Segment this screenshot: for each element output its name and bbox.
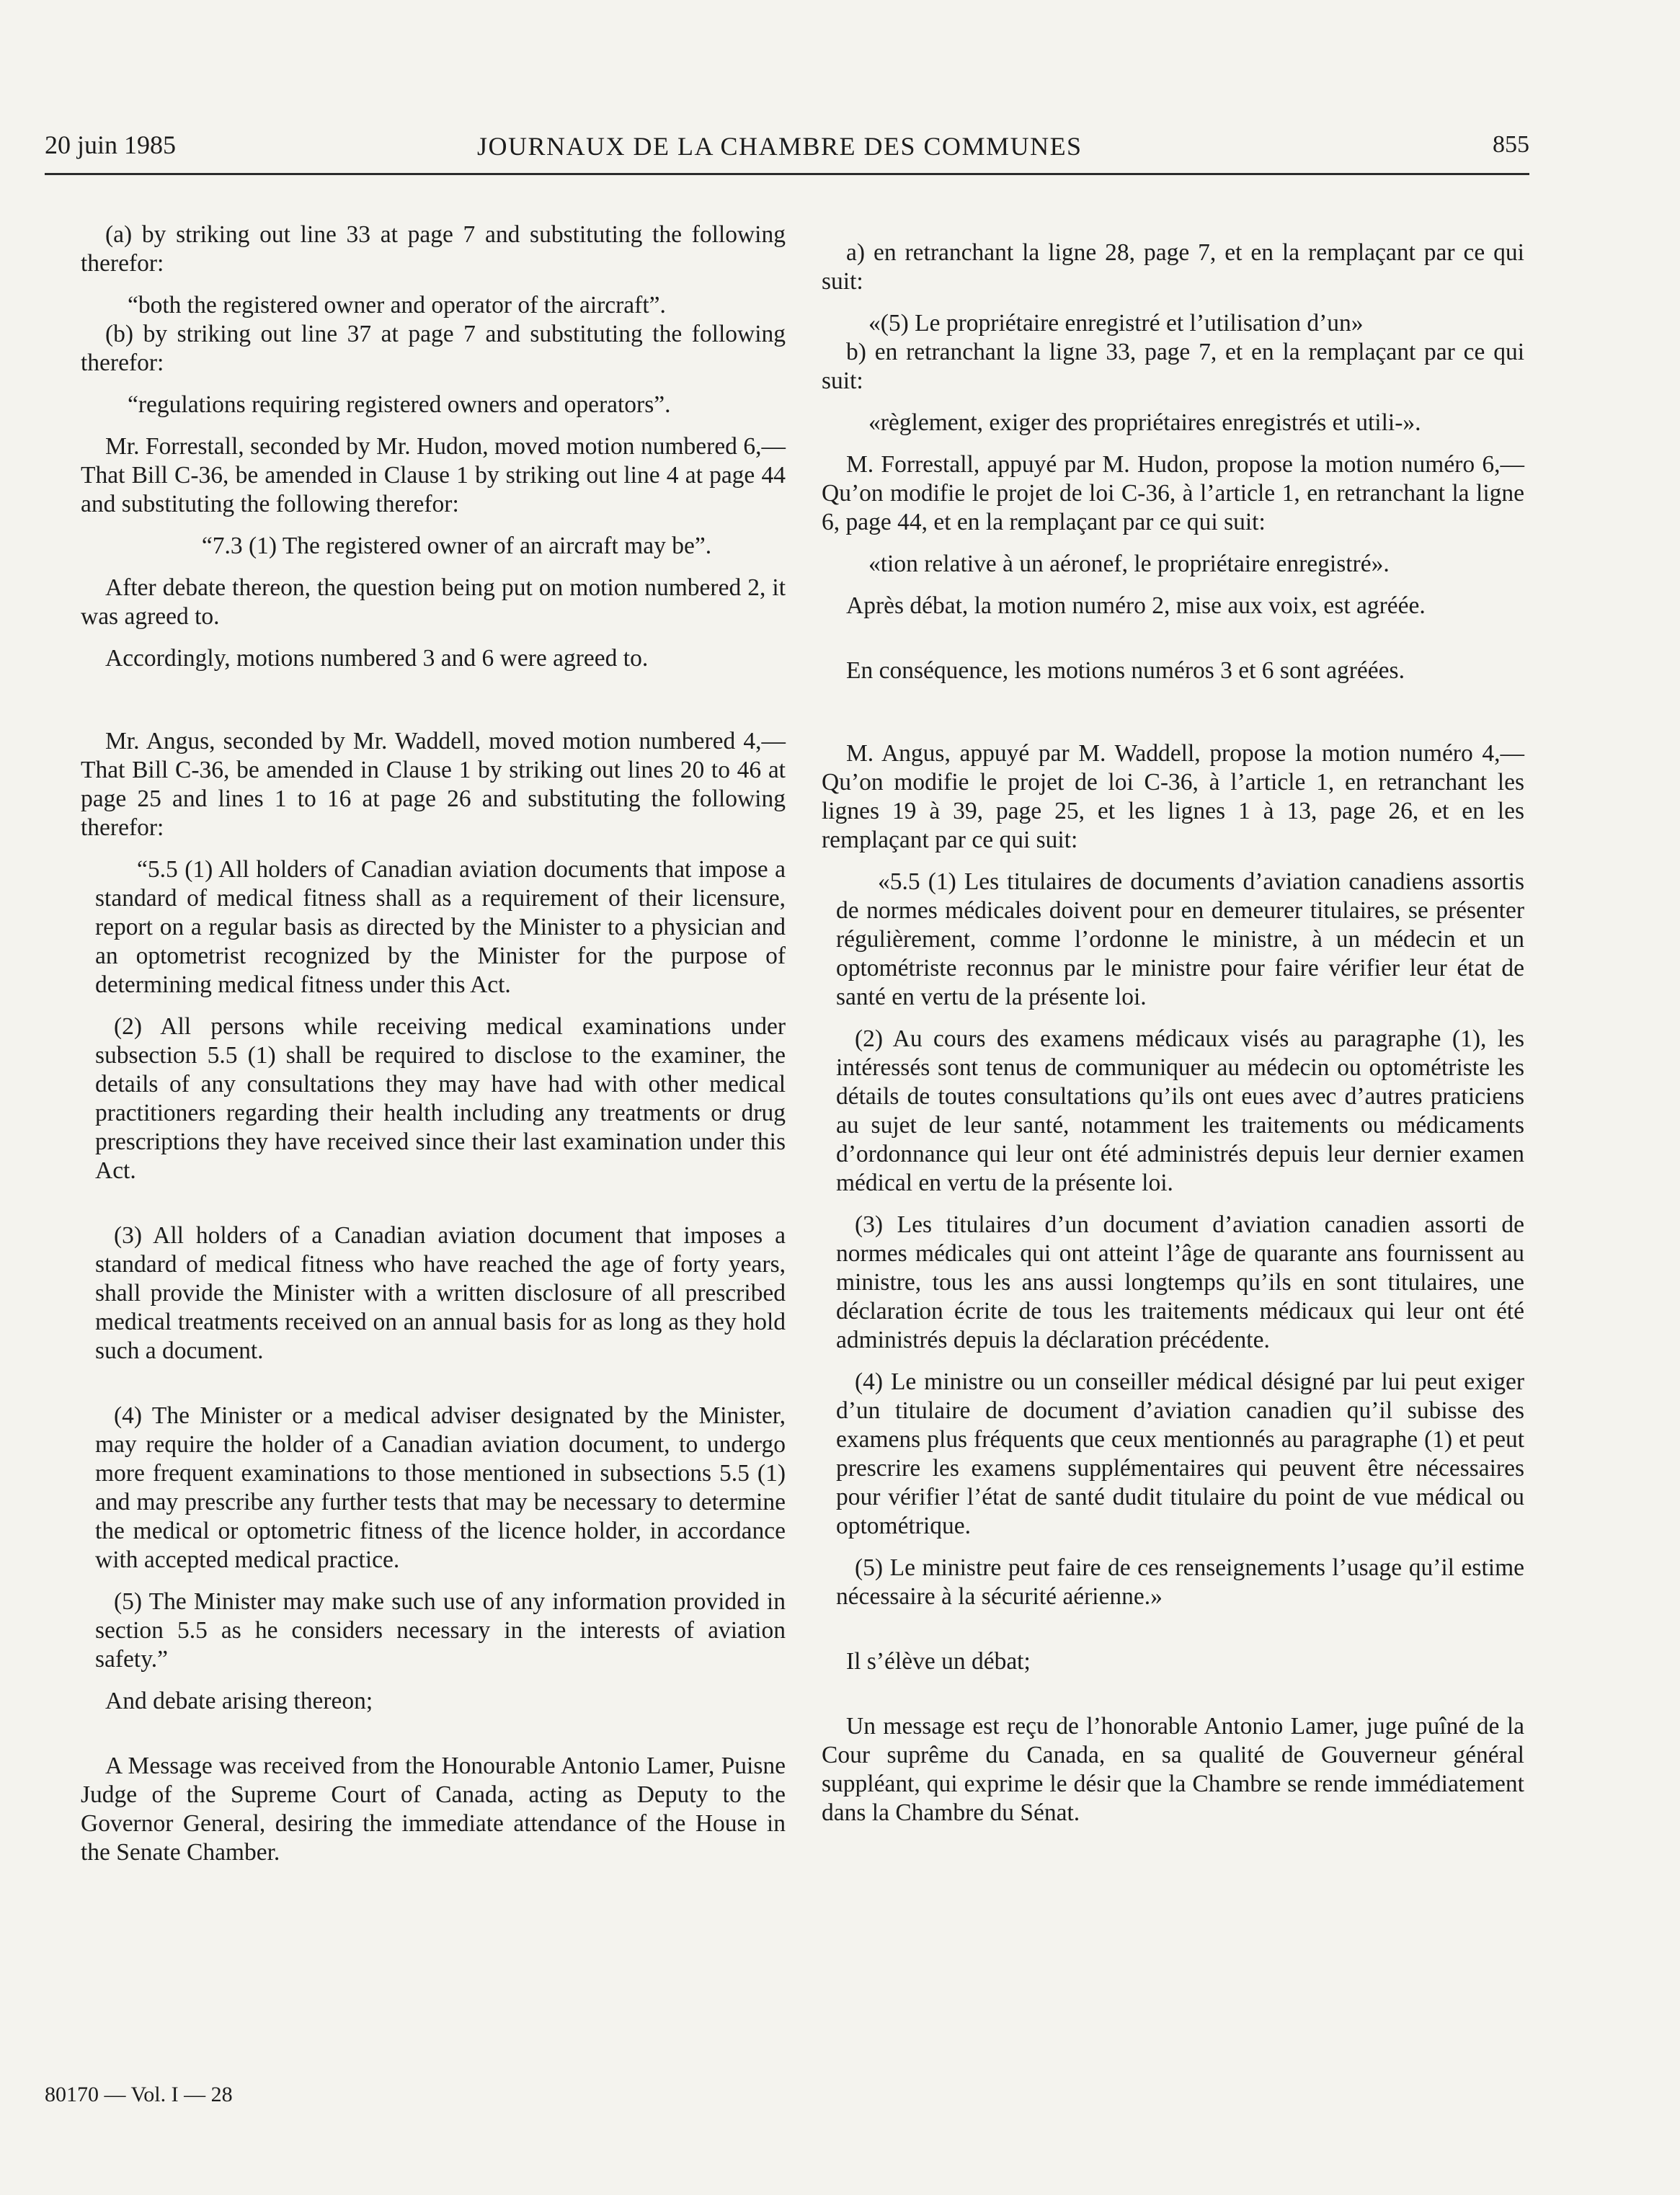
motions-agreed-paragraph: En conséquence, les motions numéros 3 et 6 sont agréées.: [846, 657, 1405, 684]
motion-6-paragraph: M. Forrestall, appuyé par M. Hudon, propose la motion numéro 6,—Qu’on modifie le projet de loi C-36, à l’article 1, en retranchant la ligne 6, page 44, et en la remplaçant par ce qui suit:: [822, 451, 1524, 535]
message-paragraph: A Message was received from the Honourable Antonio Lamer, Puisne Judge of the Supreme Court of Canada, acting as Deputy to the Governor General, desiring the immediate attendance of the House in the Senate Chamber.: [81, 1753, 786, 1866]
subsection-5: (5) Le ministre peut faire de ces renseignements l’usage qu’il estime nécessaire à la sécurité aérienne.»: [836, 1554, 1524, 1610]
page-number: 855: [1493, 131, 1529, 158]
subsection-2: (2) All persons while receiving medical examinations under subsection 5.5 (1) shall be required to disclose to the examiner, the details of any consultations they may have had with other medical practitioners regarding their health including any treatments or drug prescriptions they have received since their last examination under this Act.: [95, 1013, 786, 1184]
quoted-text: «(5) Le propriétaire enregistré et l’utilisation d’un»: [868, 310, 1364, 337]
subsection-3: (3) All holders of a Canadian aviation document that imposes a standard of medical fitness who have reached the age of forty years, shall provide the Minister with a written disclosure of all prescribed medical treatments received on an annual basis for as long as they hold such a document.: [95, 1222, 786, 1364]
page-header: [45, 130, 1529, 174]
subsection-4: (4) Le ministre ou un conseiller médical désigné par lui peut exiger d’un titulaire de document d’aviation canadien qu’il subisse des examens plus fréquents que ceux mentionnés au paragraphe (1) et peut prescrire les examens supplémentaires qui peuvent être nécessaires pour vérifier l’état de santé dudit titulaire du point de vue médical ou optométrique.: [836, 1368, 1524, 1539]
subsection-3: (3) Les titulaires d’un document d’aviation canadien assorti de normes médicales qui ont atteint l’âge de quarante ans fournissent au ministre, tous les ans aussi longtemps qu’ils en sont titulaires, une déclaration écrite de tous les traitements médicaux qui leur ont été administrés depuis la déclaration précédente.: [836, 1211, 1524, 1353]
quoted-text: «règlement, exiger des propriétaires enregistrés et utili-».: [868, 409, 1421, 436]
subsection-1: «5.5 (1) Les titulaires de documents d’aviation canadiens assortis de normes médicales doivent pour en demeurer titulaires, se présenter régulièrement, comme l’ordonne le ministre, à un médecin et un optométriste reconnus par le ministre pour faire vérifier leur état de santé en vertu de la présente loi.: [836, 868, 1524, 1010]
subsection-2: (2) Au cours des examens médicaux visés au paragraphe (1), les intéressés sont tenus de communiquer au médecin ou optométriste les détails de toutes consultations qu’ils ont eues avec d’autres praticiens au sujet de leur santé, notamment les traitements ou médicaments d’ordonnance qui leur ont été administrés depuis leur dernier examen médical en vertu de la présente loi.: [836, 1025, 1524, 1196]
subsection-4: (4) The Minister or a medical adviser designated by the Minister, may require the holder of a Canadian aviation document, to undergo more frequent examinations to those mentioned in subsections 5.5 (1) and may prescribe any further tests that may be necessary to determine the medical or optometric fitness of the licence holder, in accordance with accepted medical practice.: [95, 1402, 786, 1573]
subsection-1: “5.5 (1) All holders of Canadian aviation documents that impose a standard of medical fitness shall as a requirement of their licensure, report on a regular basis as directed by the Minister to a physician and an optometrist recognized by the Minister for the purpose of determining medical fitness under this Act.: [95, 856, 786, 998]
footer-reference: 80170 — Vol. I — 28: [45, 2083, 233, 2106]
debate-result-paragraph: Après débat, la motion numéro 2, mise aux voix, est agréée.: [846, 592, 1426, 619]
motion-4-paragraph: Mr. Angus, seconded by Mr. Waddell, moved motion numbered 4,—That Bill C-36, be amended in Clause 1 by striking out lines 20 to 46 at page 25 and lines 1 to 16 at page 26 and substituting the following therefor:: [81, 728, 786, 841]
header-title: JOURNAUX DE LA CHAMBRE DES COMMUNES: [477, 132, 1083, 161]
debate-arising-paragraph: And debate arising thereon;: [105, 1688, 373, 1714]
quoted-text: “regulations requiring registered owners and operators”.: [128, 391, 671, 418]
message-paragraph: Un message est reçu de l’honorable Antonio Lamer, juge puîné de la Cour suprême du Canada, en sa qualité de Gouverneur général suppléant, qui exprime le désir que la Chambre se rende immédiatement dans la Chambre du Sénat.: [822, 1713, 1524, 1826]
subsection-5: (5) The Minister may make such use of any information provided in section 5.5 as he considers necessary in the interests of aviation safety.”: [95, 1588, 786, 1673]
amendment-a: a) en retranchant la ligne 28, page 7, et en la remplaçant par ce qui suit:: [822, 239, 1524, 295]
quoted-text: “both the registered owner and operator of the aircraft”.: [128, 292, 666, 319]
motion-6-paragraph: Mr. Forrestall, seconded by Mr. Hudon, moved motion numbered 6,—That Bill C-36, be amended in Clause 1 by striking out line 4 at page 44 and substituting the following therefor:: [81, 433, 786, 517]
debate-arising-paragraph: Il s’élève un débat;: [846, 1648, 1031, 1675]
motions-agreed-paragraph: Accordingly, motions numbered 3 and 6 were agreed to.: [105, 645, 649, 672]
motion-4-paragraph: M. Angus, appuyé par M. Waddell, propose la motion numéro 4,—Qu’on modifie le projet de loi C-36, à l’article 1, en retranchant les lignes 19 à 39, page 25, et les lignes 1 à 13, page 26, et en les remplaçant par ce qui suit:: [822, 740, 1524, 853]
quoted-text: “7.3 (1) The registered owner of an aircraft may be”.: [201, 533, 712, 559]
quoted-text: «tion relative à un aéronef, le propriétaire enregistré».: [868, 551, 1390, 577]
amendment-b: b) en retranchant la ligne 33, page 7, et en la remplaçant par ce qui suit:: [822, 339, 1524, 394]
english-column: [81, 221, 786, 1867]
header-date: 20 juin 1985: [45, 130, 177, 159]
french-column: [822, 221, 1524, 1827]
debate-result-paragraph: After debate thereon, the question being put on motion numbered 2, it was agreed to.: [81, 574, 786, 630]
amendment-b: (b) by striking out line 37 at page 7 and substituting the following therefor:: [81, 321, 786, 376]
amendment-a: (a) by striking out line 33 at page 7 and substituting the following therefor:: [81, 221, 786, 277]
header-rule: [45, 173, 1529, 175]
